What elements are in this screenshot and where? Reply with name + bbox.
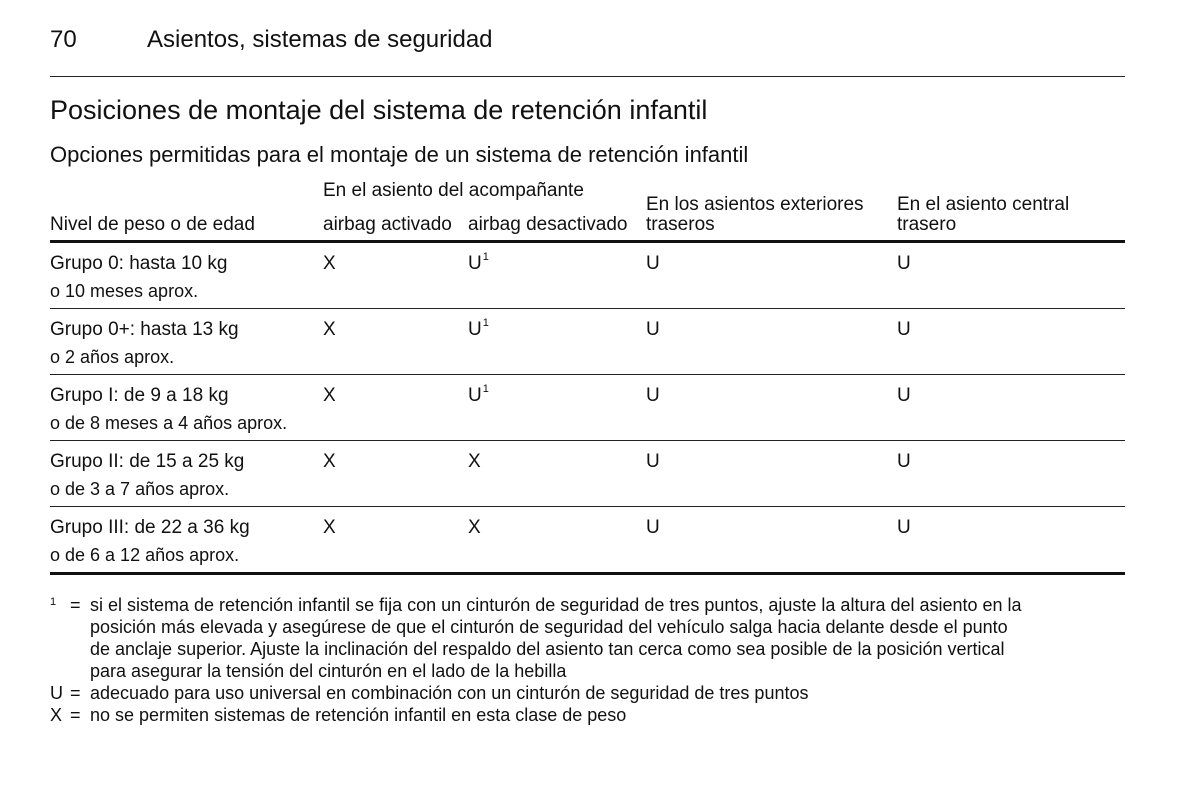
note-footnote-1 [50,594,1130,682]
passenger-seat-header: En el asiento del acompañante [323,180,584,201]
outer-rear-value: U [646,253,660,274]
center-rear-value: U [897,451,911,472]
footnote-ref: 1 [482,383,489,395]
group-age: o 2 años aprox. [50,347,175,367]
note-mark: U [50,683,63,703]
airbag-off-value: X [468,517,481,538]
page-number: 70 [50,26,77,53]
note-equals: = [70,595,81,615]
table-row [50,309,1125,375]
outer-rear-value: U [646,517,660,538]
note-line: de anclaje superior. Ajuste la inclinación del respaldo del asiento tan cerca como sea posible de la posición vertical [90,639,1005,659]
note-equals: = [70,705,81,725]
airbag-off-value: $U^1$ [468,317,489,340]
group-age: o de 8 meses a 4 años aprox. [50,413,288,433]
footnote-ref: 1 [482,251,489,263]
note-x [50,704,1130,726]
outer-rear-value: U [646,319,660,340]
note-equals: = [70,683,81,703]
col-header-outer-rear [646,195,864,235]
group-name: Grupo 0: hasta 10 kg [50,253,228,274]
col-header-airbag-on: airbag activado [323,214,452,235]
col-header-airbag-off: airbag desactivado [468,214,628,235]
group-age: o 10 meses aprox. [50,281,199,301]
airbag-on-value: X [323,253,336,274]
table-row [50,243,1125,309]
col-header-level: Nivel de peso o de edad [50,214,255,235]
airbag-off-value: X [468,451,481,472]
airbag-off-value: $U^1$ [468,251,489,274]
airbag-on-value: X [323,517,336,538]
page-header [50,24,1125,77]
airbag-on-value: X [323,451,336,472]
footnote-ref: 1 [482,317,489,329]
table-row [50,507,1125,575]
group-name: Grupo III: de 22 a 36 kg [50,517,250,538]
running-head: Asientos, sistemas de seguridad [147,26,493,53]
col-header-center-rear-line2: trasero [897,214,957,235]
section-title: Posiciones de montaje del sistema de retención infantil [50,95,708,125]
center-rear-value: U [897,385,911,406]
col-header-outer-rear-line2: traseros [646,214,715,235]
outer-rear-value: U [646,451,660,472]
col-header-center-rear-line1: En el asiento central [897,194,1070,215]
note-line: no se permiten sistemas de retención infantil en esta clase de peso [90,705,627,725]
airbag-on-value: X [323,385,336,406]
restraint-table [50,178,1125,575]
airbag-on-value: X [323,319,336,340]
table-row [50,441,1125,507]
table-header [50,178,1125,243]
note-u [50,682,1130,704]
airbag-off-value: $U^1$ [468,383,489,406]
center-rear-value: U [897,517,911,538]
table-row [50,375,1125,441]
group-name: Grupo 0+: hasta 13 kg [50,319,239,340]
col-header-center-rear [897,195,1069,235]
group-age: o de 3 a 7 años aprox. [50,479,230,499]
group-name: Grupo I: de 9 a 18 kg [50,385,229,406]
note-mark: X [50,705,63,725]
group-age: o de 6 a 12 años aprox. [50,545,240,565]
col-header-outer-rear-line1: En los asientos exteriores [646,194,864,215]
table-caption: Opciones permitidas para el montaje de un sistema de retención infantil [50,142,749,167]
center-rear-value: U [897,319,911,340]
note-line: si el sistema de retención infantil se fija con un cinturón de seguridad de tres puntos, ajuste la altura del asiento en la [90,595,1022,615]
note-mark: 1 [50,596,57,608]
note-line: posición más elevada y asegúrese de que el cinturón de seguridad del vehículo salga hacia delante desde el punto [90,617,1008,637]
group-name: Grupo II: de 15 a 25 kg [50,451,245,472]
outer-rear-value: U [646,385,660,406]
note-line: adecuado para uso universal en combinación con un cinturón de seguridad de tres puntos [90,683,809,703]
center-rear-value: U [897,253,911,274]
note-line: para asegurar la tensión del cinturón en el lado de la hebilla [90,661,567,681]
legend-notes [50,594,1130,726]
